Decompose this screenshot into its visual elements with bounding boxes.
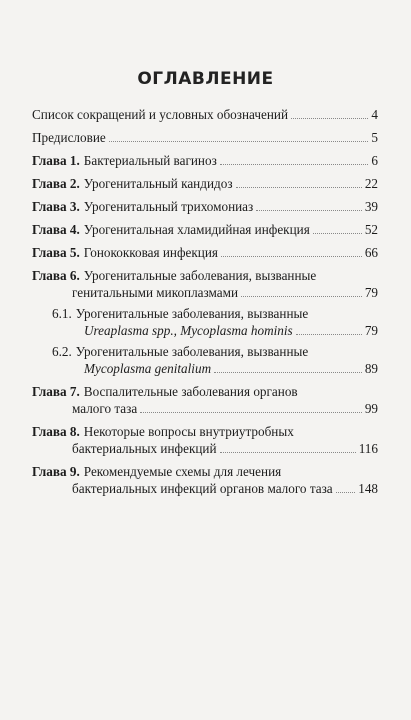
toc-entry-chapter-5	[32, 244, 378, 261]
toc-entry-text: Урогенитальная хламидийная инфекция	[83, 222, 310, 237]
toc-entry-page: 39	[364, 199, 378, 214]
toc-entry-chapter-4	[32, 221, 378, 238]
toc-entry-chapter-1	[32, 152, 378, 169]
table-of-contents	[32, 106, 378, 497]
chapter-number: Глава 9.	[32, 464, 80, 479]
toc-entry-chapter-3	[32, 198, 378, 215]
toc-entry-text-continued: Ureaplasma spp., Mycoplasma hominis	[84, 323, 293, 338]
toc-entry-text: Бактериальный вагиноз	[83, 153, 217, 168]
toc-entry-text: Урогенитальный кандидоз	[83, 176, 233, 191]
toc-entry-preface	[32, 129, 378, 146]
toc-entry-chapter-6	[32, 267, 378, 301]
section-number: 6.1.	[52, 306, 72, 321]
toc-entry-text: Предисловие	[32, 130, 106, 145]
toc-entry-page: 79	[364, 323, 378, 338]
chapter-number: Глава 2.	[32, 176, 80, 191]
toc-entry-text-continued: малого таза	[72, 401, 138, 416]
toc-entry-text-continued: бактериальных инфекций органов малого таза	[72, 481, 333, 496]
toc-entry-text: Урогенитальные заболевания, вызванные	[83, 268, 317, 283]
toc-entry-text-continued: Mycoplasma genitalium	[84, 361, 212, 376]
toc-entry-section-6-1	[32, 305, 378, 339]
chapter-number: Глава 6.	[32, 268, 80, 283]
toc-entry-chapter-9	[32, 463, 378, 497]
toc-entry-chapter-8	[32, 423, 378, 457]
toc-entry-page: 52	[364, 222, 378, 237]
page-title: ОГЛАВЛЕНИЕ	[137, 69, 274, 89]
toc-entry-page: 116	[358, 441, 378, 456]
toc-entry-page: 99	[364, 401, 378, 416]
toc-entry-page: 89	[364, 361, 378, 376]
toc-entry-page: 66	[364, 245, 378, 260]
toc-entry-chapter-7	[32, 383, 378, 417]
toc-entry-page: 4	[371, 107, 378, 122]
toc-entry-text-continued: бактериальных инфекций	[72, 441, 217, 456]
chapter-number: Глава 7.	[32, 384, 80, 399]
toc-entry-abbreviations	[32, 106, 378, 123]
toc-entry-text: Список сокращений и условных обозначений	[32, 107, 288, 122]
toc-entry-chapter-2	[32, 175, 378, 192]
toc-entry-page: 5	[371, 130, 378, 145]
toc-entry-text: Гонококковая инфекция	[83, 245, 218, 260]
toc-entry-page: 22	[364, 176, 378, 191]
toc-entry-section-6-2	[32, 343, 378, 377]
toc-entry-text: Рекомендуемые схемы для лечения	[83, 464, 282, 479]
section-number: 6.2.	[52, 344, 72, 359]
chapter-number: Глава 1.	[32, 153, 80, 168]
chapter-number: Глава 8.	[32, 424, 80, 439]
toc-entry-text: Некоторые вопросы внутриутробных	[83, 424, 294, 439]
toc-entry-text: Урогенитальный трихомониаз	[83, 199, 254, 214]
chapter-number: Глава 4.	[32, 222, 80, 237]
toc-entry-page: 6	[371, 153, 378, 168]
chapter-number: Глава 5.	[32, 245, 80, 260]
toc-entry-page: 148	[358, 481, 378, 496]
toc-entry-text: Урогенитальные заболевания, вызванные	[75, 344, 309, 359]
chapter-number: Глава 3.	[32, 199, 80, 214]
toc-entry-text-continued: генитальными микоплазмами	[72, 285, 239, 300]
toc-entry-page: 79	[364, 285, 378, 300]
toc-entry-text: Урогенитальные заболевания, вызванные	[75, 306, 309, 321]
toc-entry-text: Воспалительные заболевания органов	[83, 384, 298, 399]
